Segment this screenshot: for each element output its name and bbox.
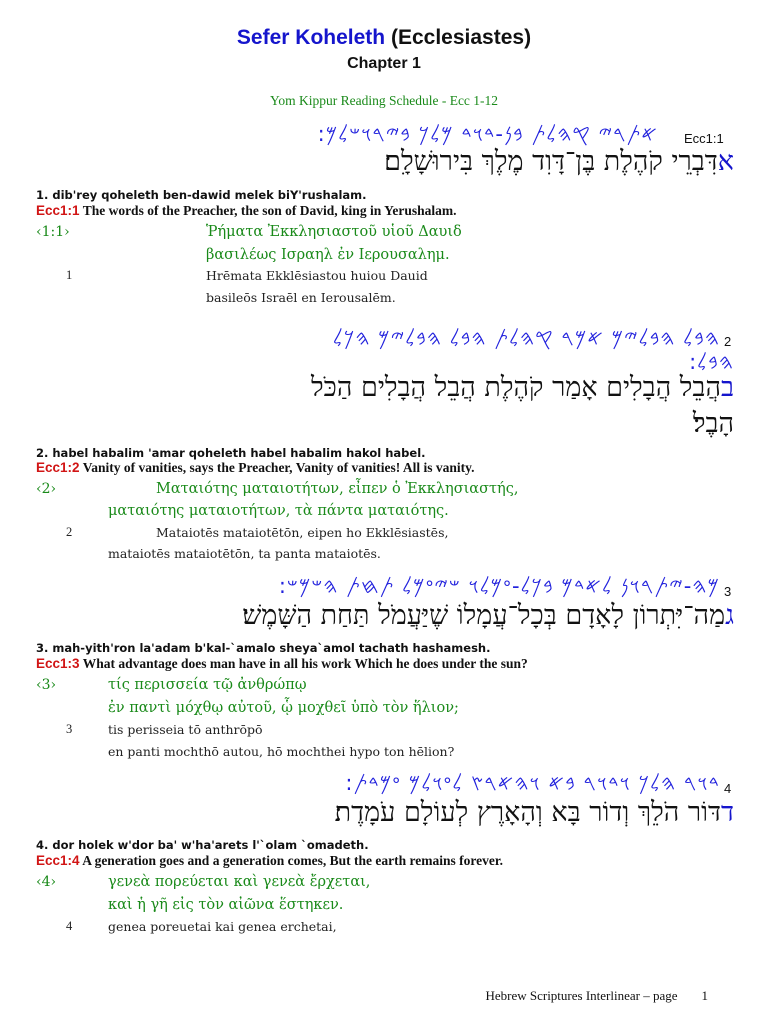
book-alt-title: (Ecclesiastes) bbox=[390, 26, 532, 49]
greek-translit-number: 4 bbox=[66, 919, 73, 933]
greek-translit-line-2: mataiotēs mataiotētōn, ta panta mataiotēs. bbox=[108, 546, 381, 561]
book-title: Sefer Koheleth bbox=[236, 26, 386, 49]
english-verse-ref: Ecc1:3 bbox=[36, 656, 80, 671]
greek-translit-line-2: basileōs Israēl en Ierousalēm. bbox=[206, 290, 396, 305]
english-verse-text: The words of the Preacher, the son of David, king in Yerushalam. bbox=[82, 203, 457, 218]
hebrew-verse bbox=[242, 600, 734, 631]
hebrew-verse-letter: ב bbox=[720, 372, 734, 403]
hebrew-verse-text: מַה־יִּתְרוֹן לָאָדָם בְּכָל־עֲמָלוֹ שֶׁיַּעֲמֹל תַּחַת הַשָּׁמֶשׁ׃ bbox=[242, 600, 726, 631]
hebrew-verse bbox=[335, 797, 734, 828]
english-verse-ref: Ecc1:4 bbox=[36, 853, 80, 868]
page-number: 1 bbox=[701, 988, 708, 1003]
english-verse-text: A generation goes and a generation comes, But the earth remains forever. bbox=[82, 853, 504, 868]
greek-translit-line: Hrēmata Ekklēsiastou huiou Dauid bbox=[206, 268, 428, 283]
paleo-verse-ref: Ecc1:1 bbox=[684, 131, 724, 146]
greek-verse-line-2: ἐν παντὶ μόχθῳ αὐτοῦ, ᾧ μοχθεῖ ὑπὸ τὸν ἥλιον; bbox=[108, 700, 459, 716]
transliteration-line: 4. dor holek w'dor ba' w'ha'arets l'`olam `omadeth. bbox=[36, 838, 369, 852]
greek-verse-line: τίς περισσεία τῷ ἀνθρώπῳ bbox=[108, 677, 307, 693]
greek-translit-number: 3 bbox=[66, 722, 73, 736]
page-footer bbox=[485, 988, 708, 1004]
transliteration-line: 2. habel habalim 'amar qoheleth habel habalim hakol habel. bbox=[36, 446, 426, 460]
greek-verse-line-2: ματαιότης ματαιοτήτων, τὰ πάντα ματαιότης. bbox=[108, 503, 449, 519]
greek-verse-line: Ματαιότης ματαιοτήτων, εἶπεν ὁ Ἐκκλησιαστής, bbox=[156, 481, 519, 497]
paleo-verse-ref: 4 bbox=[724, 781, 732, 796]
hebrew-verse-letter: א bbox=[717, 146, 734, 177]
reading-schedule: Yom Kippur Reading Schedule - Ecc 1-12 bbox=[269, 93, 499, 108]
greek-translit-line: genea poreuetai kai genea erchetai, bbox=[108, 919, 337, 934]
english-verse-ref: Ecc1:1 bbox=[36, 203, 80, 218]
footer-label: Hebrew Scriptures Interlinear – page bbox=[485, 988, 678, 1003]
greek-verse-ref: ‹4› bbox=[36, 874, 57, 890]
transliteration-line: 3. mah-yith'ron la'adam b'kal-`amalo sheya`amol tachath hashamesh. bbox=[36, 641, 491, 655]
hebrew-verse-text: הֲבֵל הֲבָלִים אָמַר קֹהֶלֶת הֲבֵל הֲבָלִים הַכֹּל bbox=[311, 372, 721, 403]
greek-verse-ref: ‹3› bbox=[36, 677, 57, 693]
english-verse bbox=[36, 460, 474, 476]
english-verse-ref: Ecc1:2 bbox=[36, 460, 80, 475]
greek-translit-line: tis perisseia tō anthrōpō bbox=[108, 722, 263, 737]
english-verse-text: Vanity of vanities, says the Preacher, Vanity of vanities! All is vanity. bbox=[82, 460, 475, 475]
paleo-hebrew-line: 𐤀𐤕𐤓𐤉 𐤒𐤄𐤋𐤕 𐤁𐤍-𐤃𐤅𐤃 𐤌𐤋𐤊 𐤁𐤉𐤓𐤅𐤔𐤋𐤌: bbox=[317, 122, 658, 146]
greek-translit-line-2: en panti mochthō autou, hō mochthei hypo ton hēlion? bbox=[108, 744, 455, 759]
english-verse-text: What advantage does man have in all his work Which he does under the sun? bbox=[82, 656, 528, 671]
greek-verse-line: Ῥήματα Ἐκκλησιαστοῦ υἱοῦ Δαυιδ bbox=[206, 224, 462, 240]
paleo-verse-ref: 2 bbox=[724, 334, 732, 349]
transliteration-line: 1. dib'rey qoheleth ben-dawid melek biY'rushalam. bbox=[36, 188, 367, 202]
paleo-verse-ref: 3 bbox=[724, 584, 732, 599]
paleo-hebrew-line: 𐤄𐤁𐤋 𐤄𐤁𐤋𐤉𐤌 𐤀𐤌𐤓 𐤒𐤄𐤋𐤕 𐤄𐤁𐤋 𐤄𐤁𐤋𐤉𐤌 𐤄𐤊𐤋 bbox=[332, 326, 720, 350]
hebrew-verse-text: דִּבְרֵי קֹהֶלֶת בֶּן־דָּוִד מֶלֶךְ בִּירוּשָׁלִָם׃ bbox=[384, 146, 718, 177]
english-verse bbox=[36, 203, 456, 219]
hebrew-verse-letter: ג bbox=[725, 600, 734, 631]
english-verse bbox=[36, 656, 528, 672]
greek-translit-number: 1 bbox=[66, 268, 73, 282]
hebrew-verse-line-2: הָבֶל׃ bbox=[692, 408, 734, 439]
greek-verse-line: γενεὰ πορεύεται καὶ γενεὰ ἔρχεται, bbox=[108, 874, 371, 890]
chapter-heading: Chapter 1 bbox=[347, 55, 421, 72]
greek-verse-ref: ‹1:1› bbox=[36, 224, 70, 240]
hebrew-verse-letter: ד bbox=[721, 797, 734, 828]
greek-verse-ref: ‹2› bbox=[36, 481, 57, 497]
hebrew-verse bbox=[311, 372, 734, 403]
paleo-hebrew-line-2: 𐤄𐤁𐤋: bbox=[689, 350, 734, 374]
hebrew-verse bbox=[384, 146, 734, 177]
english-verse bbox=[36, 853, 503, 869]
greek-translit-number: 2 bbox=[66, 525, 73, 539]
greek-translit-line: Mataiotēs mataiotētōn, eipen ho Ekklēsiastēs, bbox=[156, 525, 449, 540]
page-title bbox=[0, 26, 768, 50]
hebrew-verse-text: דּוֹר הֹלֵךְ וְדוֹר בָּא וְהָאָרֶץ לְעוֹלָם עֹמָדֶת׃ bbox=[334, 797, 721, 828]
paleo-hebrew-line: 𐤌𐤄-𐤉𐤕𐤓𐤅𐤍 𐤋𐤀𐤃𐤌 𐤁𐤊𐤋-𐤏𐤌𐤋𐤅 𐤔𐤉𐤏𐤌𐤋 𐤕𐤇𐤕 𐤄𐤔𐤌𐤔: bbox=[278, 574, 720, 598]
paleo-hebrew-line: 𐤃𐤅𐤓 𐤄𐤋𐤊 𐤅𐤃𐤅𐤓 𐤁𐤀 𐤅𐤄𐤀𐤓𐤑 𐤋𐤏𐤅𐤋𐤌 𐤏𐤌𐤃𐤕: bbox=[345, 771, 720, 795]
greek-verse-line-2: καὶ ἡ γῆ εἰς τὸν αἰῶνα ἕστηκεν. bbox=[108, 897, 344, 913]
greek-verse-line-2: βασιλέως Ισραηλ ἐν Ιερουσαλημ. bbox=[206, 247, 450, 263]
